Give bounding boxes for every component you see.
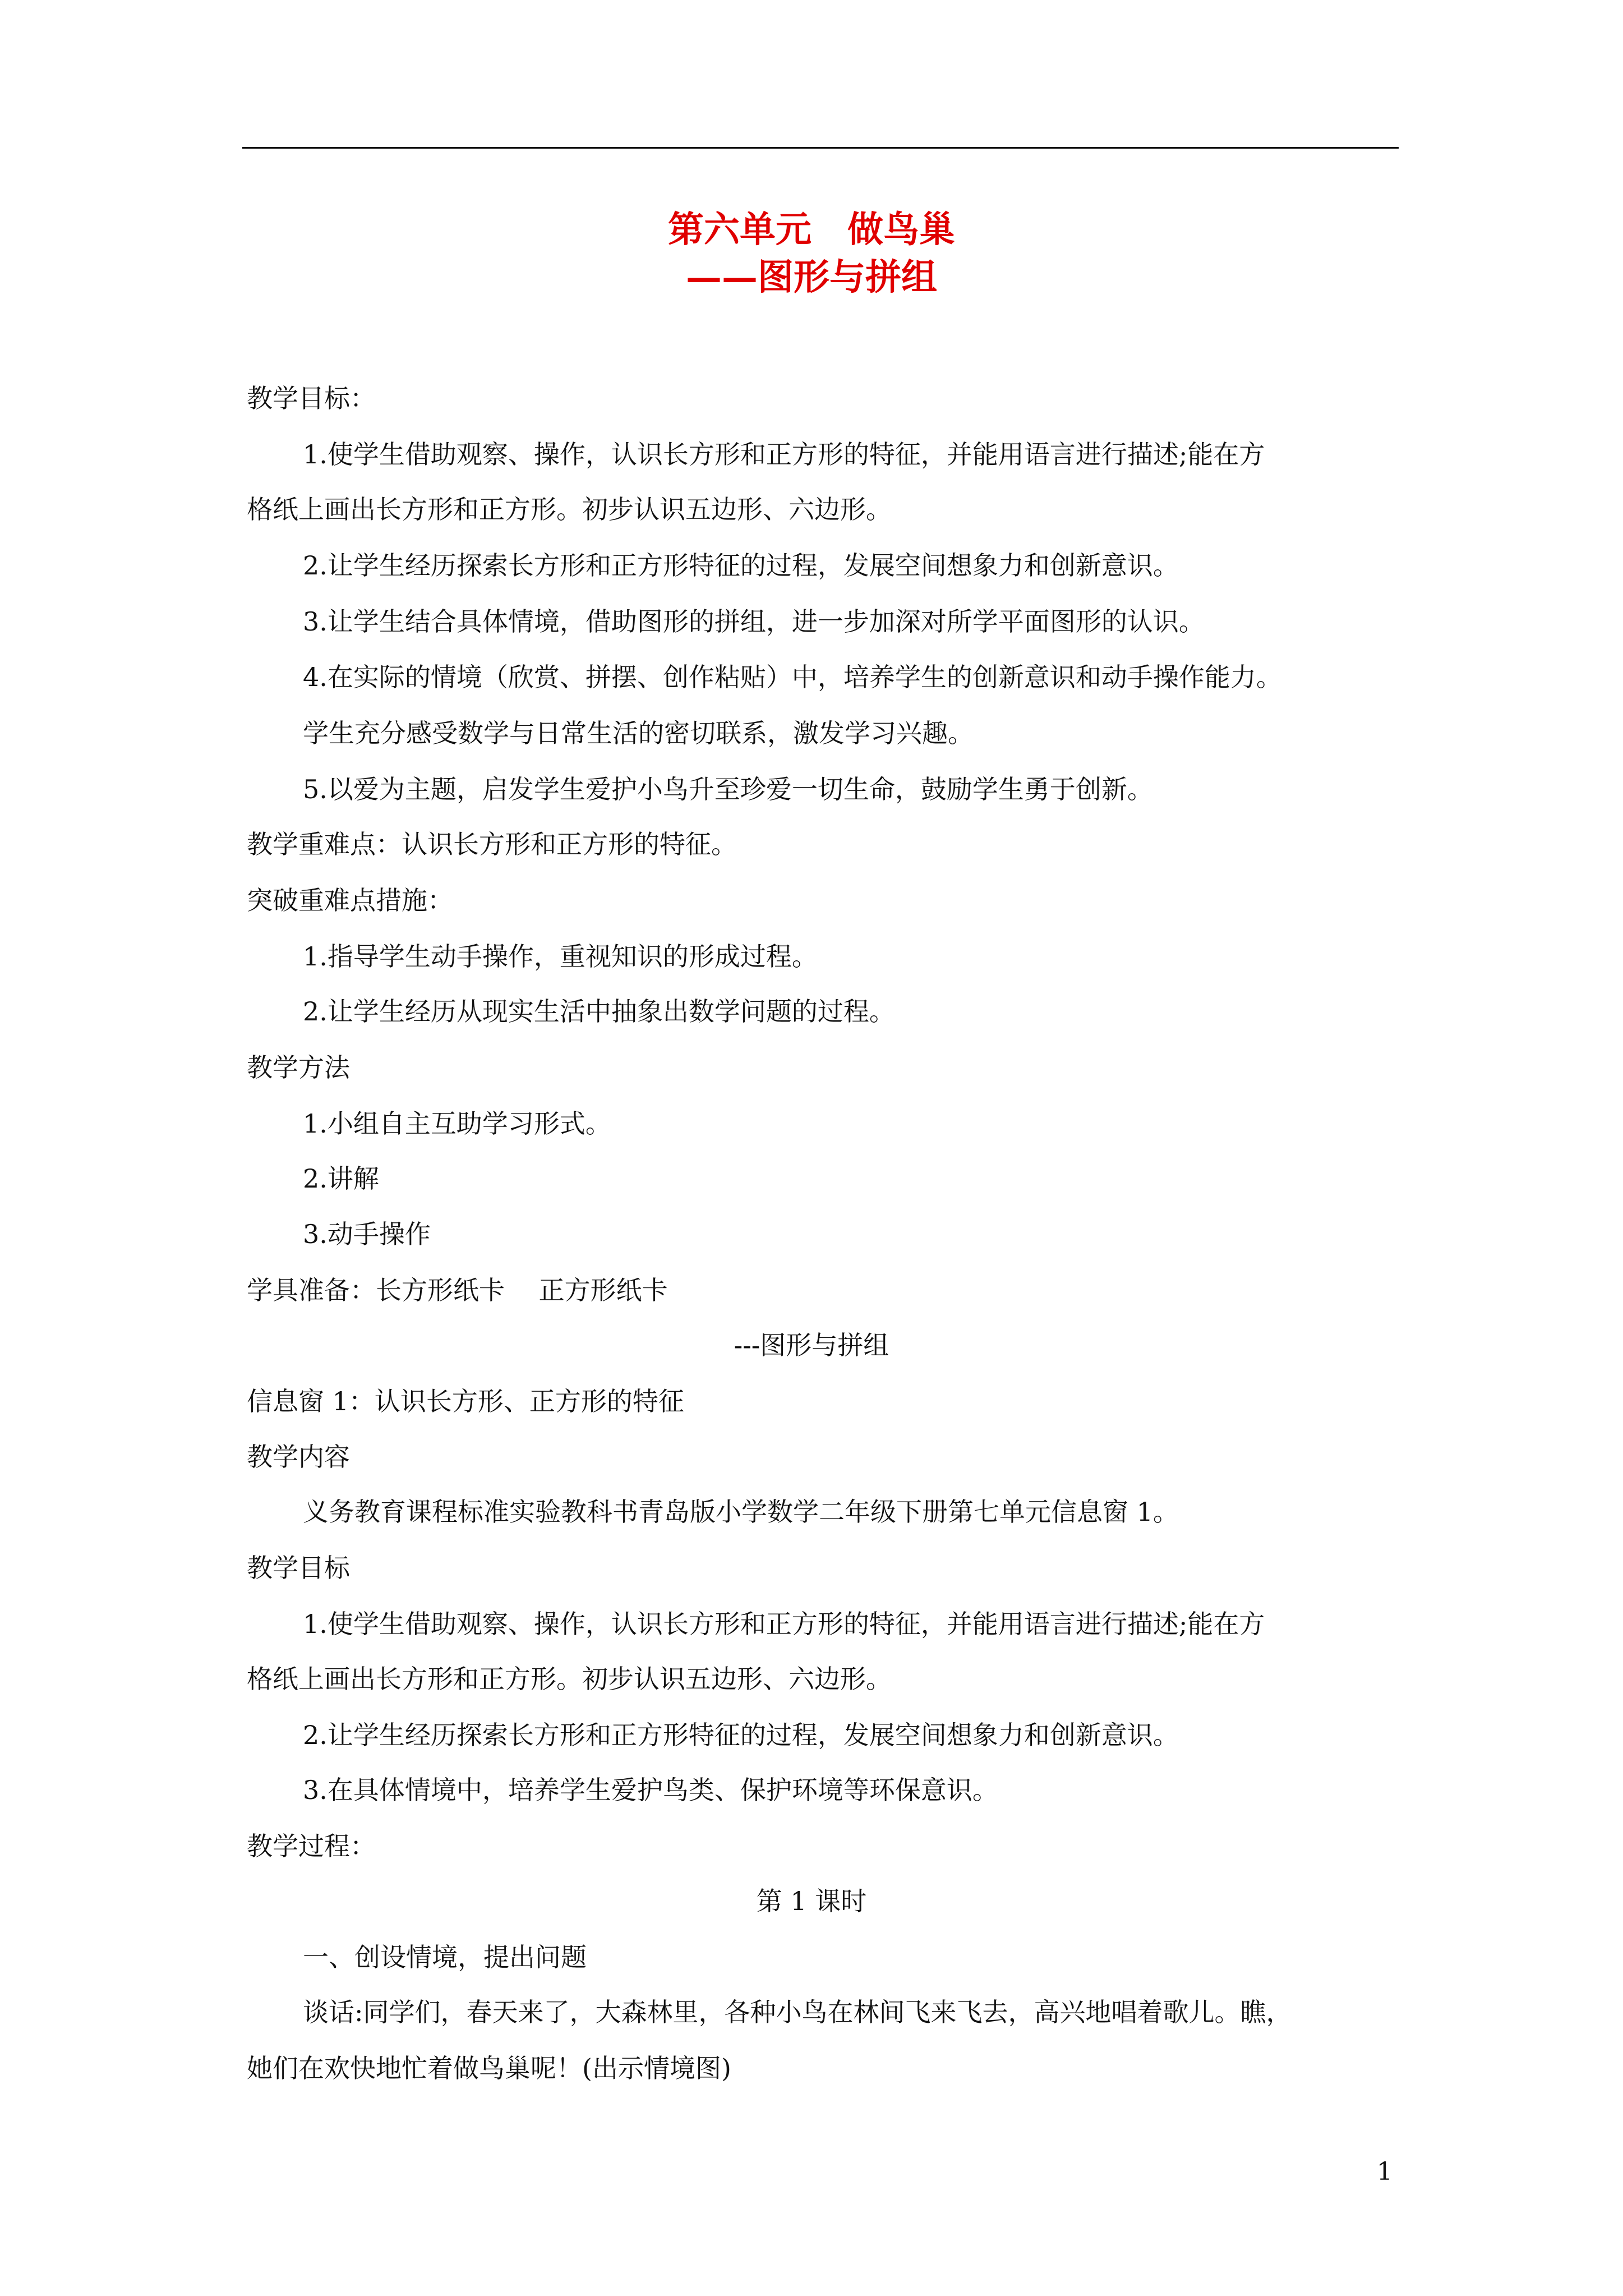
text-line: 4.在实际的情境（欣赏、拼摆、创作粘贴）中，培养学生的创新意识和动手操作能力。 — [303, 662, 1282, 692]
header-rule — [242, 147, 1399, 149]
text-line: 教学内容 — [247, 1442, 350, 1472]
text-line: 2.讲解 — [303, 1163, 379, 1194]
text-line: 信息窗 1：认识长方形、正方形的特征 — [247, 1386, 684, 1416]
text-line: 1.使学生借助观察、操作，认识长方形和正方形的特征，并能用语言进行描述;能在方 — [303, 1609, 1265, 1639]
text-line: 教学目标 — [247, 1553, 350, 1583]
text-line: 格纸上画出长方形和正方形。初步认识五边形、六边形。 — [247, 1664, 892, 1694]
text-line: 2.让学生经历探索长方形和正方形特征的过程，发展空间想象力和创新意识。 — [303, 1720, 1179, 1750]
text-line: 突破重难点措施： — [247, 885, 453, 915]
text-line: 3.动手操作 — [303, 1219, 431, 1249]
text-line: 她们在欢快地忙着做鸟巢呢！(出示情境图) — [247, 2053, 731, 2083]
text-line: 3.让学生结合具体情境，借助图形的拼组，进一步加深对所学平面图形的认识。 — [303, 606, 1205, 637]
text-line: 2.让学生经历探索长方形和正方形特征的过程，发展空间想象力和创新意识。 — [303, 550, 1179, 581]
text-line: 5.以爱为主题，启发学生爱护小鸟升至珍爱一切生命，鼓励学生勇于创新。 — [303, 774, 1153, 804]
text-line: 教学方法 — [247, 1052, 350, 1083]
text-line: 义务教育课程标准实验教科书青岛版小学数学二年级下册第七单元信息窗 1。 — [303, 1497, 1179, 1527]
text-line: 学生充分感受数学与日常生活的密切联系，激发学习兴趣。 — [303, 718, 974, 748]
text-line: 1.指导学生动手操作，重视知识的形成过程。 — [303, 941, 818, 972]
text-line: 1.小组自主互助学习形式。 — [303, 1108, 611, 1139]
text-line: 1.使学生借助观察、操作，认识长方形和正方形的特征，并能用语言进行描述;能在方 — [303, 439, 1265, 470]
text-line: 2.让学生经历从现实生活中抽象出数学问题的过程。 — [303, 996, 895, 1027]
page-number: 1 — [1377, 2157, 1393, 2186]
text-line: 格纸上画出长方形和正方形。初步认识五边形、六边形。 — [247, 494, 892, 524]
text-line: 教学目标： — [247, 383, 376, 413]
text-line: 一、创设情境，提出问题 — [303, 1942, 587, 1972]
text-line: 教学过程： — [247, 1831, 376, 1861]
text-line: 3.在具体情境中，培养学生爱护鸟类、保护环境等环保意识。 — [303, 1775, 998, 1805]
text-line: 第 1 课时 — [756, 1886, 867, 1916]
text-line: 谈话:同学们，春天来了，大森林里，各种小鸟在林间飞来飞去，高兴地唱着歌儿。瞧， — [303, 1997, 1292, 2027]
text-line: ---图形与拼组 — [734, 1330, 889, 1360]
unit-title: 第六单元 做鸟巢 — [668, 209, 955, 251]
text-line: 教学重难点：认识长方形和正方形的特征。 — [247, 829, 737, 859]
unit-subtitle: ——图形与拼组 — [686, 256, 937, 298]
text-line: 学具准备：长方形纸卡 正方形纸卡 — [247, 1275, 668, 1305]
